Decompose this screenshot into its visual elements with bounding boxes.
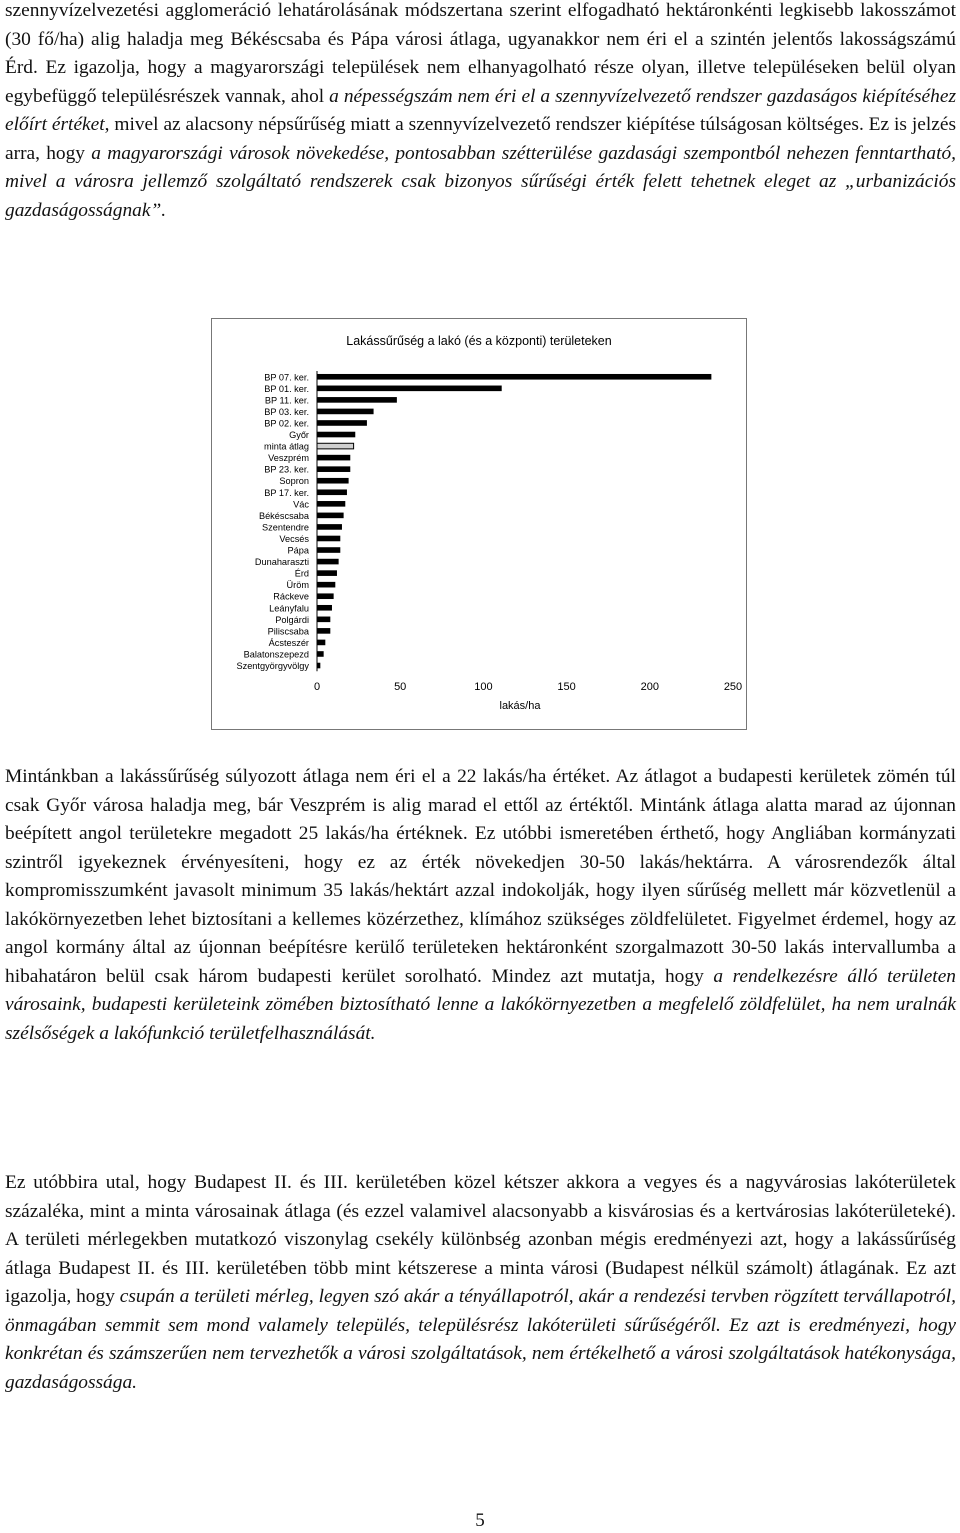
chart-bar [317, 489, 347, 495]
chart-bar [317, 524, 342, 530]
chart-bar [317, 536, 340, 542]
chart-category-label: Érd [294, 568, 309, 579]
chart-category-label: Leányfalu [269, 603, 309, 614]
chart-x-tick-label: 50 [394, 681, 407, 693]
chart-category-label: BP 23. ker. [264, 464, 309, 475]
chart-bar [317, 628, 330, 634]
chart-category-label: Szentgyörgyvölgy [236, 661, 309, 672]
chart-category-label: Győr [289, 430, 309, 441]
page-number: 5 [475, 1510, 485, 1531]
chart-x-tick-label: 0 [313, 681, 321, 693]
chart-x-tick-label: 200 [640, 681, 659, 693]
chart-category-label: Pápa [287, 545, 309, 556]
para1-run: a népességszám nem éri el a szennyvízelvezető rendszer gazdaságos kiépítéséhez előírt értéket [5, 85, 956, 135]
chart-category-label: Balatonszepezd [243, 649, 309, 660]
chart-category-label: minta átlag [264, 441, 309, 452]
para3-run: csupán a területi mérleg, legyen szó akár a tényállapotról, akár a rendezési tervben rögzített tervállapotról, önmagában semmit sem mond valamely település, településrész lakóterületi sűrűségéről. Ez azt is eredményezi, hogy konkrétan és számszerűen nem tervezhetők a városi szolgáltatások, nem értékelhető a városi szolgáltatások hatékonysága, gazdaságossága. [5, 1286, 956, 1393]
chart-x-tick-label: 250 [723, 681, 743, 693]
chart-category-label: Szentendre [262, 522, 309, 533]
paragraph-1 [5, 0, 956, 225]
chart-x-tick-label: 100 [474, 681, 493, 693]
chart-x-tick-label: 150 [557, 681, 576, 693]
chart-category-label: BP 01. ker. [264, 383, 309, 394]
chart-bar [317, 432, 355, 438]
chart-category-label: Sopron [279, 476, 309, 487]
chart-category-label: BP 11. ker. [264, 395, 309, 406]
chart-category-label: Békéscsaba [258, 510, 309, 521]
bar-chart [211, 318, 747, 730]
chart-svg [212, 319, 746, 729]
chart-bar [317, 513, 344, 519]
chart-category-label: Dunaharaszti [254, 557, 309, 568]
chart-bar [317, 409, 374, 415]
chart-bar [317, 559, 339, 565]
chart-category-label: Üröm [286, 580, 309, 591]
chart-category-label: Polgárdi [275, 614, 309, 625]
chart-bar [317, 605, 332, 611]
chart-category-label: Vecsés [279, 533, 309, 544]
paragraph-2 [5, 763, 956, 1048]
chart-bar [317, 455, 350, 461]
chart-bar [317, 570, 337, 576]
chart-title: Lakássűrűség a lakó (és a központi) területeken [346, 334, 612, 348]
chart-bar [317, 593, 334, 599]
chart-category-label: Piliscsaba [267, 626, 309, 637]
chart-bar [317, 443, 354, 449]
chart-bar [317, 397, 397, 403]
chart-bar [317, 478, 349, 484]
chart-bar [317, 617, 330, 623]
chart-bar [317, 501, 345, 507]
chart-category-label: Veszprém [268, 453, 309, 464]
chart-category-label: Ráckeve [273, 591, 309, 602]
para2-run: Mintánkban a lakássűrűség súlyozott átlaga nem éri el a 22 lakás/ha értéket. Az átlagot a budapesti kerületek zömén túl csak Győr városa haladja meg, bár Veszprém is alig marad el ettől az értéktől. Mintánk átlaga alatta marad az újonnan beépített angol területekre megadott 25 lakás/ha értéknek. Ez utóbbi ismeretében érthető, hogy Angliában kormányzati szintről igyekeznek érvényesíteni, hogy ez az érték növekedjen 30-50 lakás/hektárra. A városrendezők által kompromisszumként javasolt minimum 35 lakás/hektárt azzal indokolják, hogy ilyen sűrűség mellett már közvetlenül a lakókörnyezetben lehet biztosítani a kellemes közérzethez, klímához szükséges zöldfelületet. Figyelmet érdemel, hogy az angol kormány által az újonnan beépítésre kerülő területeken hektáronként szorgalmazott 30-50 lakás intervallumba a hibahatáron belül csak három budapesti kerület sorolható. Mindez azt mutatja, hogy [5, 766, 956, 987]
paragraph-3 [5, 1169, 956, 1397]
para2-run: a rendelkezésre álló területen városaink, budapesti kerületeink zömében biztosítható lenne a lakókörnyezetben a megfelelő zöldfelület, ha nem uralnák szélsőségek a lakófunkció területfelhasználását. [5, 965, 956, 1044]
para1-run: , mivel az alacsony népsűrűség miatt a szennyvízelvezető rendszer kiépítése túlságosan költséges. Ez is jelzés arra, hogy [5, 114, 956, 164]
chart-category-label: Vác [293, 499, 309, 510]
chart-category-label: BP 03. ker. [264, 406, 309, 417]
para1-run: szennyvízelvezetési agglomeráció lehatárolásának módszertana szerint elfogadható hektáronkénti legkisebb lakosszámot (30 fő/ha) alig haladja meg Békéscsaba és Pápa városi átlaga, ugyanakkor nem éri el a szintén jelentős lakosságszámú Érd. Ez igazolja, hogy a magyarországi települések nem elhanyagolható része olyan, illetve településeken belül olyan egybefüggő településrészek vannak, ahol [5, 0, 956, 107]
chart-bar [317, 374, 711, 380]
chart-category-label: Ácsteszér [268, 637, 309, 648]
para1-run: a magyarországi városok növekedése, pontosabban szétterülése gazdasági szempontból nehezen fenntartható, mivel a városra jellemző szolgáltató rendszerek csak bizonyos sűrűségi érték felett tehetnek eleget az „urbanizációs gazdaságosságnak”. [5, 142, 957, 221]
chart-category-label: BP 02. ker. [264, 418, 309, 429]
chart-bar [317, 466, 350, 472]
chart-bar [317, 386, 502, 392]
chart-bar [317, 651, 324, 657]
chart-bar [317, 547, 340, 553]
chart-bar [317, 582, 335, 588]
chart-bar [317, 420, 367, 426]
chart-bar [317, 640, 325, 646]
chart-category-label: BP 17. ker. [264, 487, 309, 498]
para3-run: Ez utóbbira utal, hogy Budapest II. és III. kerületében közel kétszer akkora a vegyes és a nagyvárosias lakóterületek százaléka, mint a minta városainak átlaga (és ezzel valamivel alacsonyabb a kisvárosias és a kertvárosias lakóterületeké). A területi mérlegekben mutatkozó viszonylag csekély különbség azonban mégis eredményezi azt, hogy a lakássűrűség átlaga Budapest II. és III. kerületében több mint kétszerese a minta városi (Budapest nélkül számolt) átlagának. Ez azt igazolja, hogy [5, 1172, 956, 1307]
chart-category-label: BP 07. ker. [264, 372, 309, 383]
chart-x-axis-label: lakás/ha [499, 700, 541, 712]
